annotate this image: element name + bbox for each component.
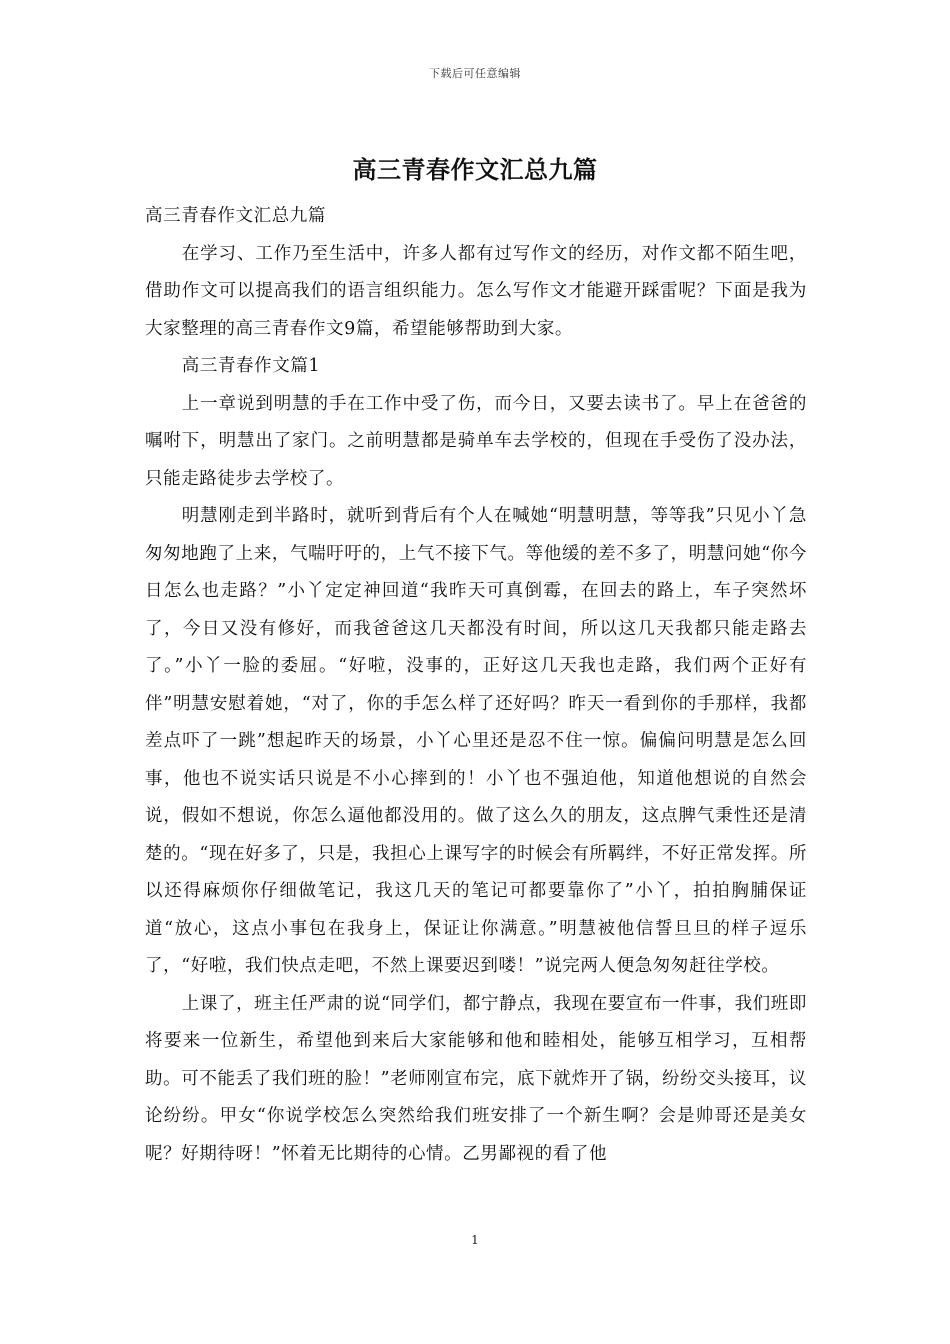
body-paragraph: 明慧刚走到半路时，就听到背后有个人在喊她“明慧明慧，等等我”只见小丫急匆匆地跑了上来，气喘吁吁的，上气不接下气。等他缓的差不多了，明慧问她“你今日怎么也走路？”小丫定定神回道“我昨天可真倒霉，在回去的路上，车子突然坏了，今日又没有修好，而我爸爸这几天都没有时间，所以这几天我都只能走路去了。”小丫一脸的委屈。“好啦，没事的，正好这几天我也走路，我们两个正好有伴”明慧安慰着她，“对了，你的手怎么样了还好吗？昨天一看到你的手那样，我都差点吓了一跳”想起昨天的场景，小丫心里还是忍不住一惊。偏偏问明慧是怎么回事，他也不说实话只说是不小心摔到的！小丫也不强迫他，知道他想说的自然会说，假如不想说，你怎么逼他都没用的。做了这么久的朋友，这点脾气秉性还是清楚的。“现在好多了，只是，我担心上课写字的时候会有所羁绊，不好正常发挥。所以还得麻烦你仔细做笔记，我这几天的笔记可都要靠你了”小丫，拍拍胸脯保证道“放心，这点小事包在我身上，保证让你满意。”明慧被他信誓旦旦的样子逗乐了，“好啦，我们快点走吧，不然上课要迟到喽！”说完两人便急匆匆赶往学校。 [145, 506, 807, 976]
document-title: 高三青春作文汇总九篇 [352, 155, 598, 184]
section-heading: 高三青春作文篇1 [181, 356, 321, 376]
page-number: 1 [471, 1233, 479, 1247]
subtitle-paragraph: 高三青春作文汇总九篇 [145, 206, 326, 226]
header-note: 下载后可任意编辑 [429, 67, 521, 80]
document-body [145, 198, 807, 1173]
body-paragraph: 上一章说到明慧的手在工作中受了伤，而今日，又要去读书了。早上在爸爸的嘱咐下，明慧出了家门。之前明慧都是骑单车去学校的，但现在手受伤了没办法，只能走路徒步去学校了。 [145, 393, 807, 489]
body-paragraph: 上课了，班主任严肃的说“同学们，都宁静点，我现在要宣布一件事，我们班即将要来一位新生，希望他到来后大家能够和他和睦相处，能够互相学习，互相帮助。可不能丢了我们班的脸！”老师刚宣布完，底下就炸开了锅，纷纷交头接耳，议论纷纷。甲女“你说学校怎么突然给我们班安排了一个新生啊？会是帅哥还是美女呢？好期待呀！”怀着无比期待的心情。乙男鄙视的看了他 [145, 993, 807, 1164]
intro-paragraph: 在学习、工作乃至生活中，许多人都有过写作文的经历，对作文都不陌生吧，借助作文可以提高我们的语言组织能力。怎么写作文才能避开踩雷呢？下面是我为大家整理的高三青春作文9篇，希望能够帮助到大家。 [145, 243, 807, 339]
